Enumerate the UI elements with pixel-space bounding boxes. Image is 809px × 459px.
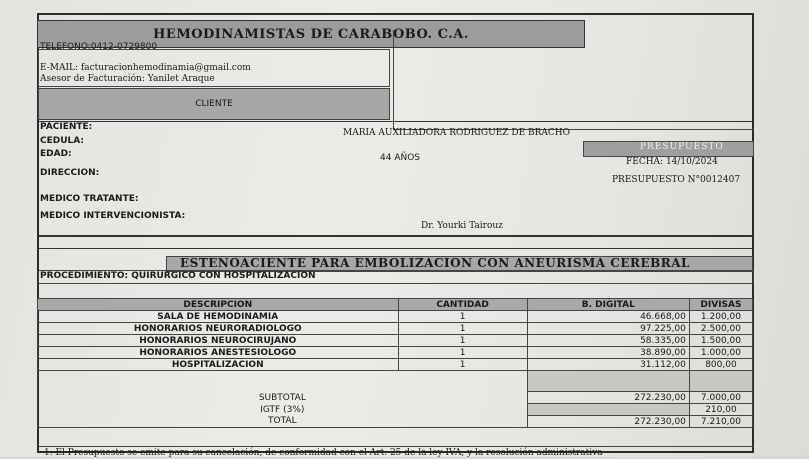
igtf-bs <box>527 404 689 416</box>
total-label: TOTAL <box>38 416 528 428</box>
company-name: HEMODINAMISTAS DE CARABOBO. C.A. <box>37 20 585 48</box>
row-bs: 31.112,00 <box>527 359 689 371</box>
col-bs: B. DIGITAL <box>527 299 689 311</box>
client-header-label: CLIENTE <box>195 98 233 109</box>
doctor-name: Dr. Yourki Tairouz <box>421 221 503 231</box>
igtf-label: IGTF (3%) <box>38 404 528 416</box>
col-description: DESCRIPCION <box>38 299 399 311</box>
table-row <box>38 323 753 335</box>
total-bs: 272.230,00 <box>527 416 689 428</box>
table-row <box>38 359 753 371</box>
items-table <box>37 298 753 428</box>
treating-doctor-label: MEDICO TRATANTE: <box>40 194 139 204</box>
section-title: ESTENOACIENTE PARA EMBOLIZACION CON ANEURISMA CEREBRAL <box>180 256 690 270</box>
subtotal-row <box>38 392 753 404</box>
id-label: CEDULA: <box>40 136 84 146</box>
row-description: HOSPITALIZACION <box>38 359 399 371</box>
row-bs: 97.225,00 <box>527 323 689 335</box>
row-description: HONORARIOS ANESTESIOLOGO <box>38 347 399 359</box>
address-label: DIRECCION: <box>40 168 100 178</box>
row-usd: 2.500,00 <box>689 323 752 335</box>
col-quantity: CANTIDAD <box>398 299 527 311</box>
budget-title: PRESUPUESTO <box>640 142 724 152</box>
row-usd: 1.500,00 <box>689 335 752 347</box>
row-quantity: 1 <box>398 347 527 359</box>
totals-spacer-row <box>38 371 753 392</box>
row-usd: 800,00 <box>689 359 752 371</box>
client-header <box>38 88 390 120</box>
row-description: HONORARIOS NEURORADIOLOGO <box>38 323 399 335</box>
row-usd: 1.000,00 <box>689 347 752 359</box>
row-description: SALA DE HEMODINAMIA <box>38 311 399 323</box>
company-advisor: Asesor de Facturación: Yanilet Araque <box>40 74 215 84</box>
company-email: E-MAIL: facturacionhemodinamia@gmail.com <box>40 63 251 73</box>
patient-age: 44 AÑOS <box>380 153 420 163</box>
row-bs: 58.335,00 <box>527 335 689 347</box>
logo-box <box>393 30 754 130</box>
table-row <box>38 335 753 347</box>
total-row <box>38 416 753 428</box>
table-row <box>38 311 753 323</box>
row-quantity: 1 <box>398 323 527 335</box>
igtf-usd: 210,00 <box>689 404 752 416</box>
total-usd: 7.210,00 <box>689 416 752 428</box>
subtotal-label: SUBTOTAL <box>38 392 528 404</box>
company-phone: TELEFONO:0412-0729800 <box>40 42 158 52</box>
patient-name: MARIA AUXILIADORA RODRIGUEZ DE BRACHO <box>343 128 571 138</box>
table-row <box>38 347 753 359</box>
row-quantity: 1 <box>398 335 527 347</box>
age-label: EDAD: <box>40 149 72 159</box>
row-bs: 38.890,00 <box>527 347 689 359</box>
budget-number: PRESUPUESTO N°0012407 <box>612 175 741 185</box>
footer-note: 1. El Presupuesto se emite para su cancelación, de conformidad con el Art. 25 de la ley IVA, y la resolución administrativa <box>44 448 603 458</box>
row-quantity: 1 <box>398 311 527 323</box>
subtotal-usd: 7.000,00 <box>689 392 752 404</box>
igtf-row <box>38 404 753 416</box>
table-header-row <box>38 299 753 311</box>
col-usd: DIVISAS <box>689 299 752 311</box>
procedure: PROCEDIMIENTO: QUIRURGICO CON HOSPITALIZACION <box>40 271 316 281</box>
subtotal-bs: 272.230,00 <box>527 392 689 404</box>
row-usd: 1.200,00 <box>689 311 752 323</box>
interventional-doctor-label: MEDICO INTERVENCIONISTA: <box>40 211 186 221</box>
row-bs: 46.668,00 <box>527 311 689 323</box>
budget-date: FECHA: 14/10/2024 <box>626 157 718 167</box>
row-quantity: 1 <box>398 359 527 371</box>
row-description: HONORARIOS NEUROCIRUJANO <box>38 335 399 347</box>
patient-label: PACIENTE: <box>40 122 93 132</box>
